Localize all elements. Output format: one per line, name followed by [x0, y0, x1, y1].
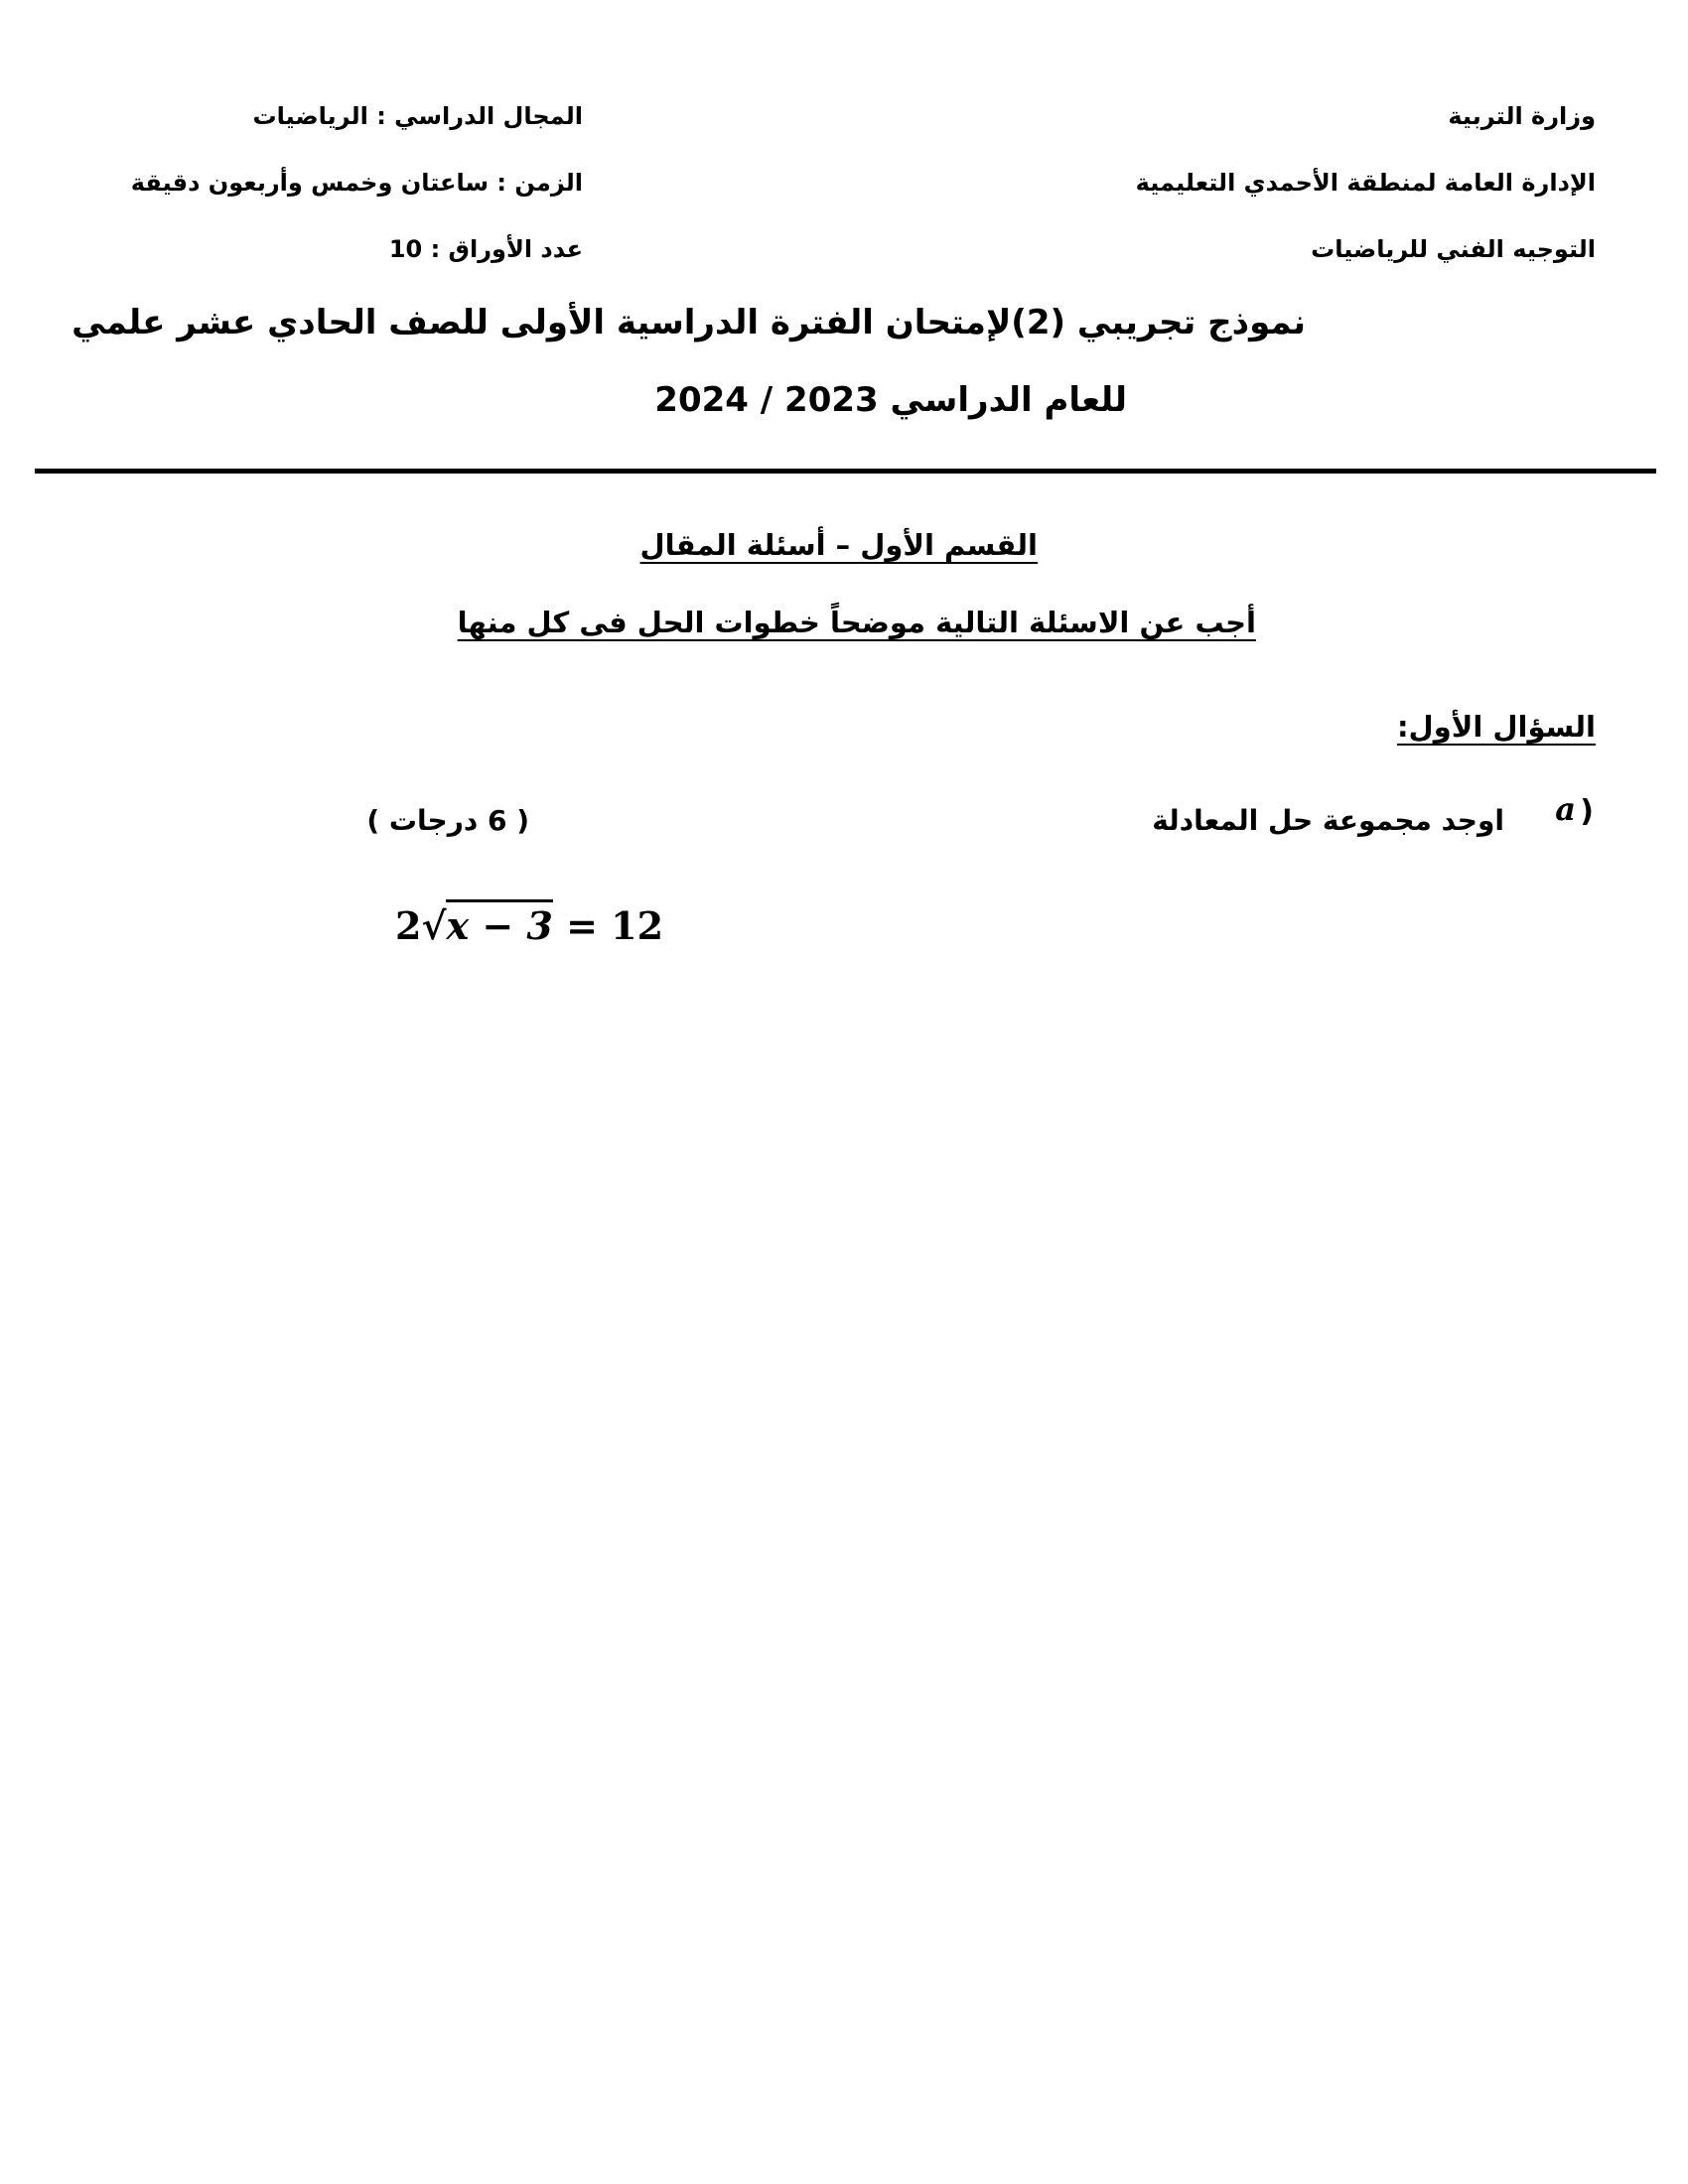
- section-title: القسم الأول – أسئلة المقال: [639, 528, 1038, 562]
- header-divider: [35, 469, 1656, 474]
- question-marks: ( 6 درجات ): [366, 804, 529, 837]
- equation-coefficient: 2: [395, 903, 422, 948]
- radical-sign: √: [421, 903, 447, 948]
- exam-duration: الزمن : ساعتان وخمس وأربعون دقيقة: [130, 169, 583, 197]
- question-text: اوجد مجموعة حل المعادلة: [1152, 804, 1504, 837]
- equation-radicand: x − 3: [446, 899, 552, 948]
- academic-year: للعام الدراسي 2023 / 2024: [654, 380, 1127, 420]
- section-instruction: أجب عن الاسئلة التالية موضحاً خطوات الحل فى كل منها: [457, 606, 1256, 639]
- equation: [395, 903, 663, 948]
- ministry-name: وزارة التربية: [1448, 102, 1596, 130]
- exam-title: نموذج تجريبي (2)لإمتحان الفترة الدراسية الأولى للصف الحادي عشر علمي: [71, 303, 1306, 342]
- part-letter: a: [1555, 790, 1576, 828]
- subject-field: المجال الدراسي : الرياضيات: [252, 102, 583, 130]
- page-count: عدد الأوراق : 10: [388, 235, 583, 263]
- supervision-name: التوجيه الفني للرياضيات: [1311, 235, 1596, 263]
- equation-rhs: = 12: [552, 903, 664, 948]
- question-label: السؤال الأول:: [1396, 710, 1596, 744]
- part-parenthesis: ): [1580, 794, 1594, 829]
- directorate-name: الإدارة العامة لمنطقة الأحمدي التعليمية: [1135, 169, 1596, 197]
